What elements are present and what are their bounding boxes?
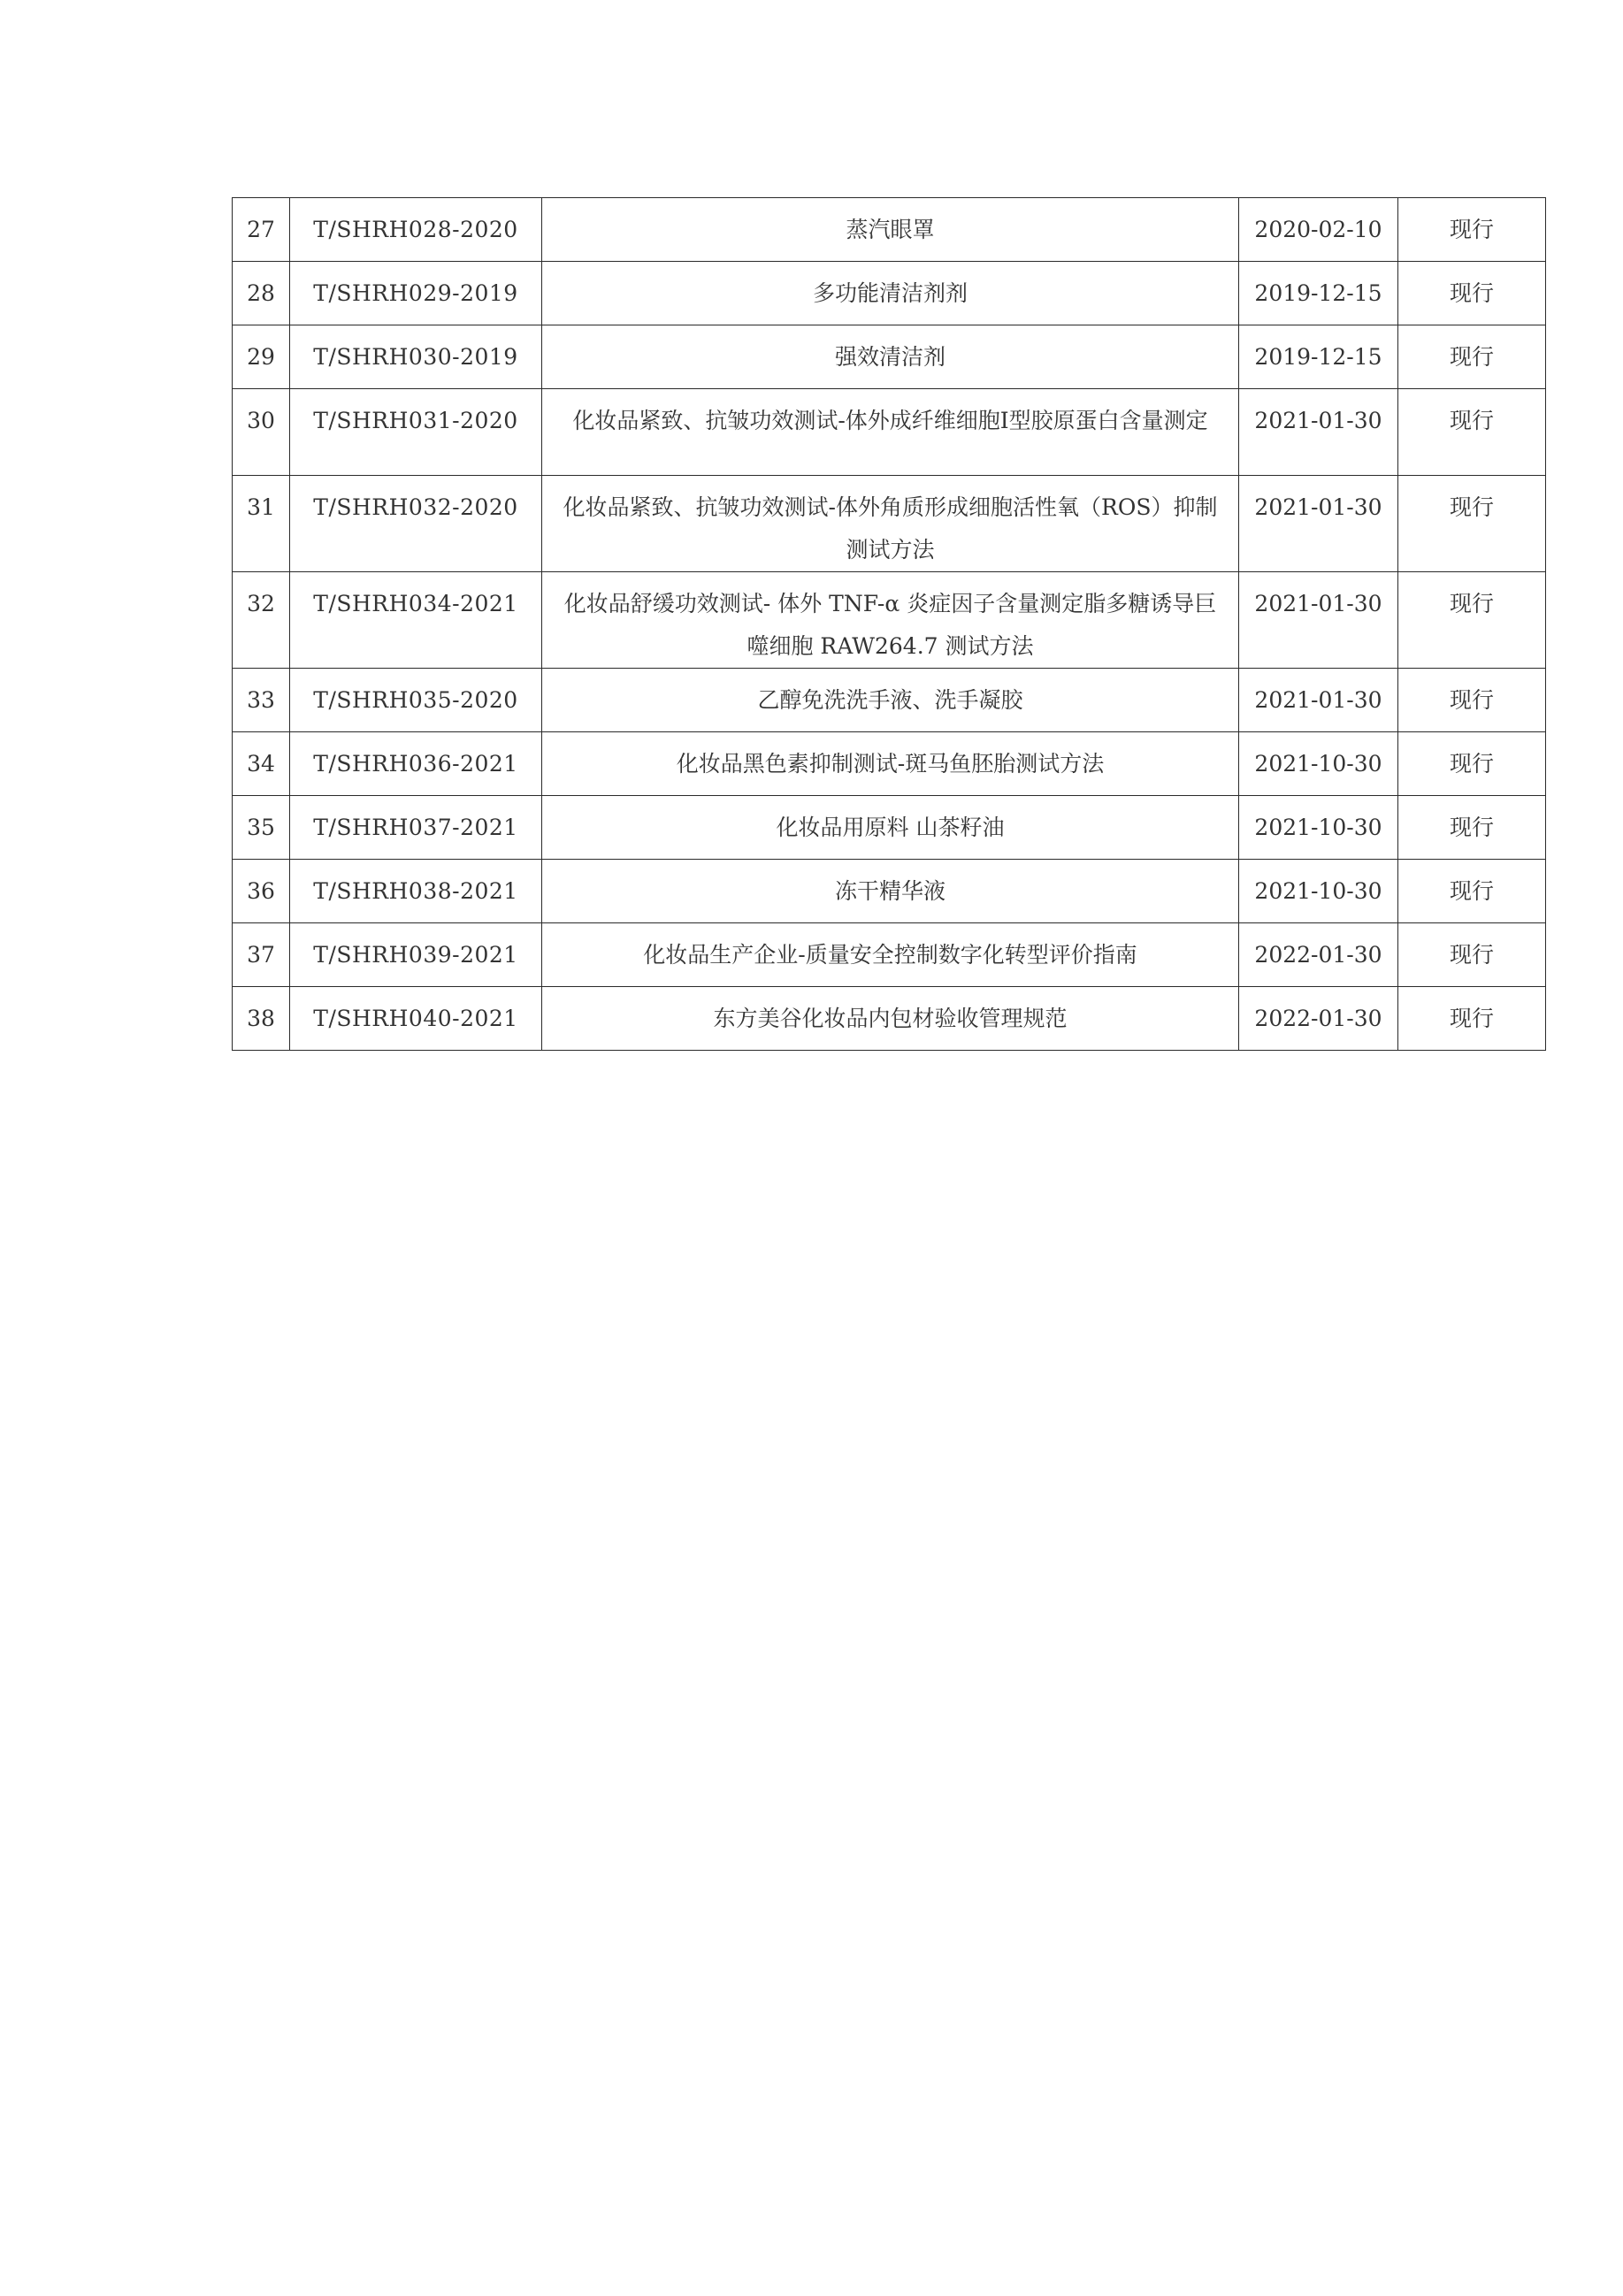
row-number: 33: [233, 669, 290, 732]
standard-name: 化妆品舒缓功效测试- 体外 TNF-α 炎症因子含量测定脂多糖诱导巨噬细胞 RAW264.7 测试方法: [542, 572, 1239, 669]
standard-name: 多功能清洁剂剂: [542, 262, 1239, 325]
table-row: [233, 860, 1546, 923]
standard-code: T/SHRH039-2021: [290, 923, 542, 987]
standard-code: T/SHRH032-2020: [290, 476, 542, 572]
standard-name: 乙醇免洗洗手液、洗手凝胶: [542, 669, 1239, 732]
table-row: [233, 262, 1546, 325]
effective-date: 2021-10-30: [1239, 796, 1398, 860]
table-row: [233, 987, 1546, 1051]
effective-date: 2021-01-30: [1239, 476, 1398, 572]
table-row: [233, 325, 1546, 389]
row-number: 35: [233, 796, 290, 860]
effective-date: 2019-12-15: [1239, 262, 1398, 325]
row-number: 34: [233, 732, 290, 796]
effective-date: 2021-10-30: [1239, 732, 1398, 796]
row-number: 32: [233, 572, 290, 669]
status: 现行: [1398, 198, 1546, 262]
effective-date: 2019-12-15: [1239, 325, 1398, 389]
standard-name: 化妆品紧致、抗皱功效测试-体外角质形成细胞活性氧（ROS）抑制测试方法: [542, 476, 1239, 572]
row-number: 30: [233, 389, 290, 476]
row-number: 29: [233, 325, 290, 389]
standard-code: T/SHRH040-2021: [290, 987, 542, 1051]
status: 现行: [1398, 476, 1546, 572]
effective-date: 2022-01-30: [1239, 923, 1398, 987]
standard-code: T/SHRH036-2021: [290, 732, 542, 796]
standard-name: 蒸汽眼罩: [542, 198, 1239, 262]
effective-date: 2021-01-30: [1239, 572, 1398, 669]
table-row: [233, 732, 1546, 796]
effective-date: 2021-01-30: [1239, 669, 1398, 732]
row-number: 36: [233, 860, 290, 923]
status: 现行: [1398, 987, 1546, 1051]
table-row: [233, 476, 1546, 572]
standard-code: T/SHRH030-2019: [290, 325, 542, 389]
row-number: 31: [233, 476, 290, 572]
standard-code: T/SHRH038-2021: [290, 860, 542, 923]
standard-name: 化妆品生产企业-质量安全控制数字化转型评价指南: [542, 923, 1239, 987]
standard-name: 强效清洁剂: [542, 325, 1239, 389]
row-number: 37: [233, 923, 290, 987]
status: 现行: [1398, 732, 1546, 796]
standard-name: 化妆品用原料 山茶籽油: [542, 796, 1239, 860]
standard-name: 化妆品紧致、抗皱功效测试-体外成纤维细胞Ⅰ型胶原蛋白含量测定: [542, 389, 1239, 476]
status: 现行: [1398, 262, 1546, 325]
table-row: [233, 923, 1546, 987]
effective-date: 2021-10-30: [1239, 860, 1398, 923]
status: 现行: [1398, 923, 1546, 987]
standard-name: 东方美谷化妆品内包材验收管理规范: [542, 987, 1239, 1051]
standards-table: [232, 197, 1546, 1051]
standard-name: 冻干精华液: [542, 860, 1239, 923]
status: 现行: [1398, 860, 1546, 923]
standard-code: T/SHRH034-2021: [290, 572, 542, 669]
row-number: 38: [233, 987, 290, 1051]
row-number: 27: [233, 198, 290, 262]
standard-code: T/SHRH035-2020: [290, 669, 542, 732]
status: 现行: [1398, 669, 1546, 732]
status: 现行: [1398, 325, 1546, 389]
status: 现行: [1398, 796, 1546, 860]
table-row: [233, 389, 1546, 476]
standard-code: T/SHRH028-2020: [290, 198, 542, 262]
standard-code: T/SHRH029-2019: [290, 262, 542, 325]
table-row: [233, 796, 1546, 860]
standard-code: T/SHRH037-2021: [290, 796, 542, 860]
standard-code: T/SHRH031-2020: [290, 389, 542, 476]
effective-date: 2020-02-10: [1239, 198, 1398, 262]
effective-date: 2021-01-30: [1239, 389, 1398, 476]
table-row: [233, 198, 1546, 262]
effective-date: 2022-01-30: [1239, 987, 1398, 1051]
table-row: [233, 669, 1546, 732]
status: 现行: [1398, 572, 1546, 669]
table-row: [233, 572, 1546, 669]
status: 现行: [1398, 389, 1546, 476]
row-number: 28: [233, 262, 290, 325]
standard-name: 化妆品黑色素抑制测试-斑马鱼胚胎测试方法: [542, 732, 1239, 796]
